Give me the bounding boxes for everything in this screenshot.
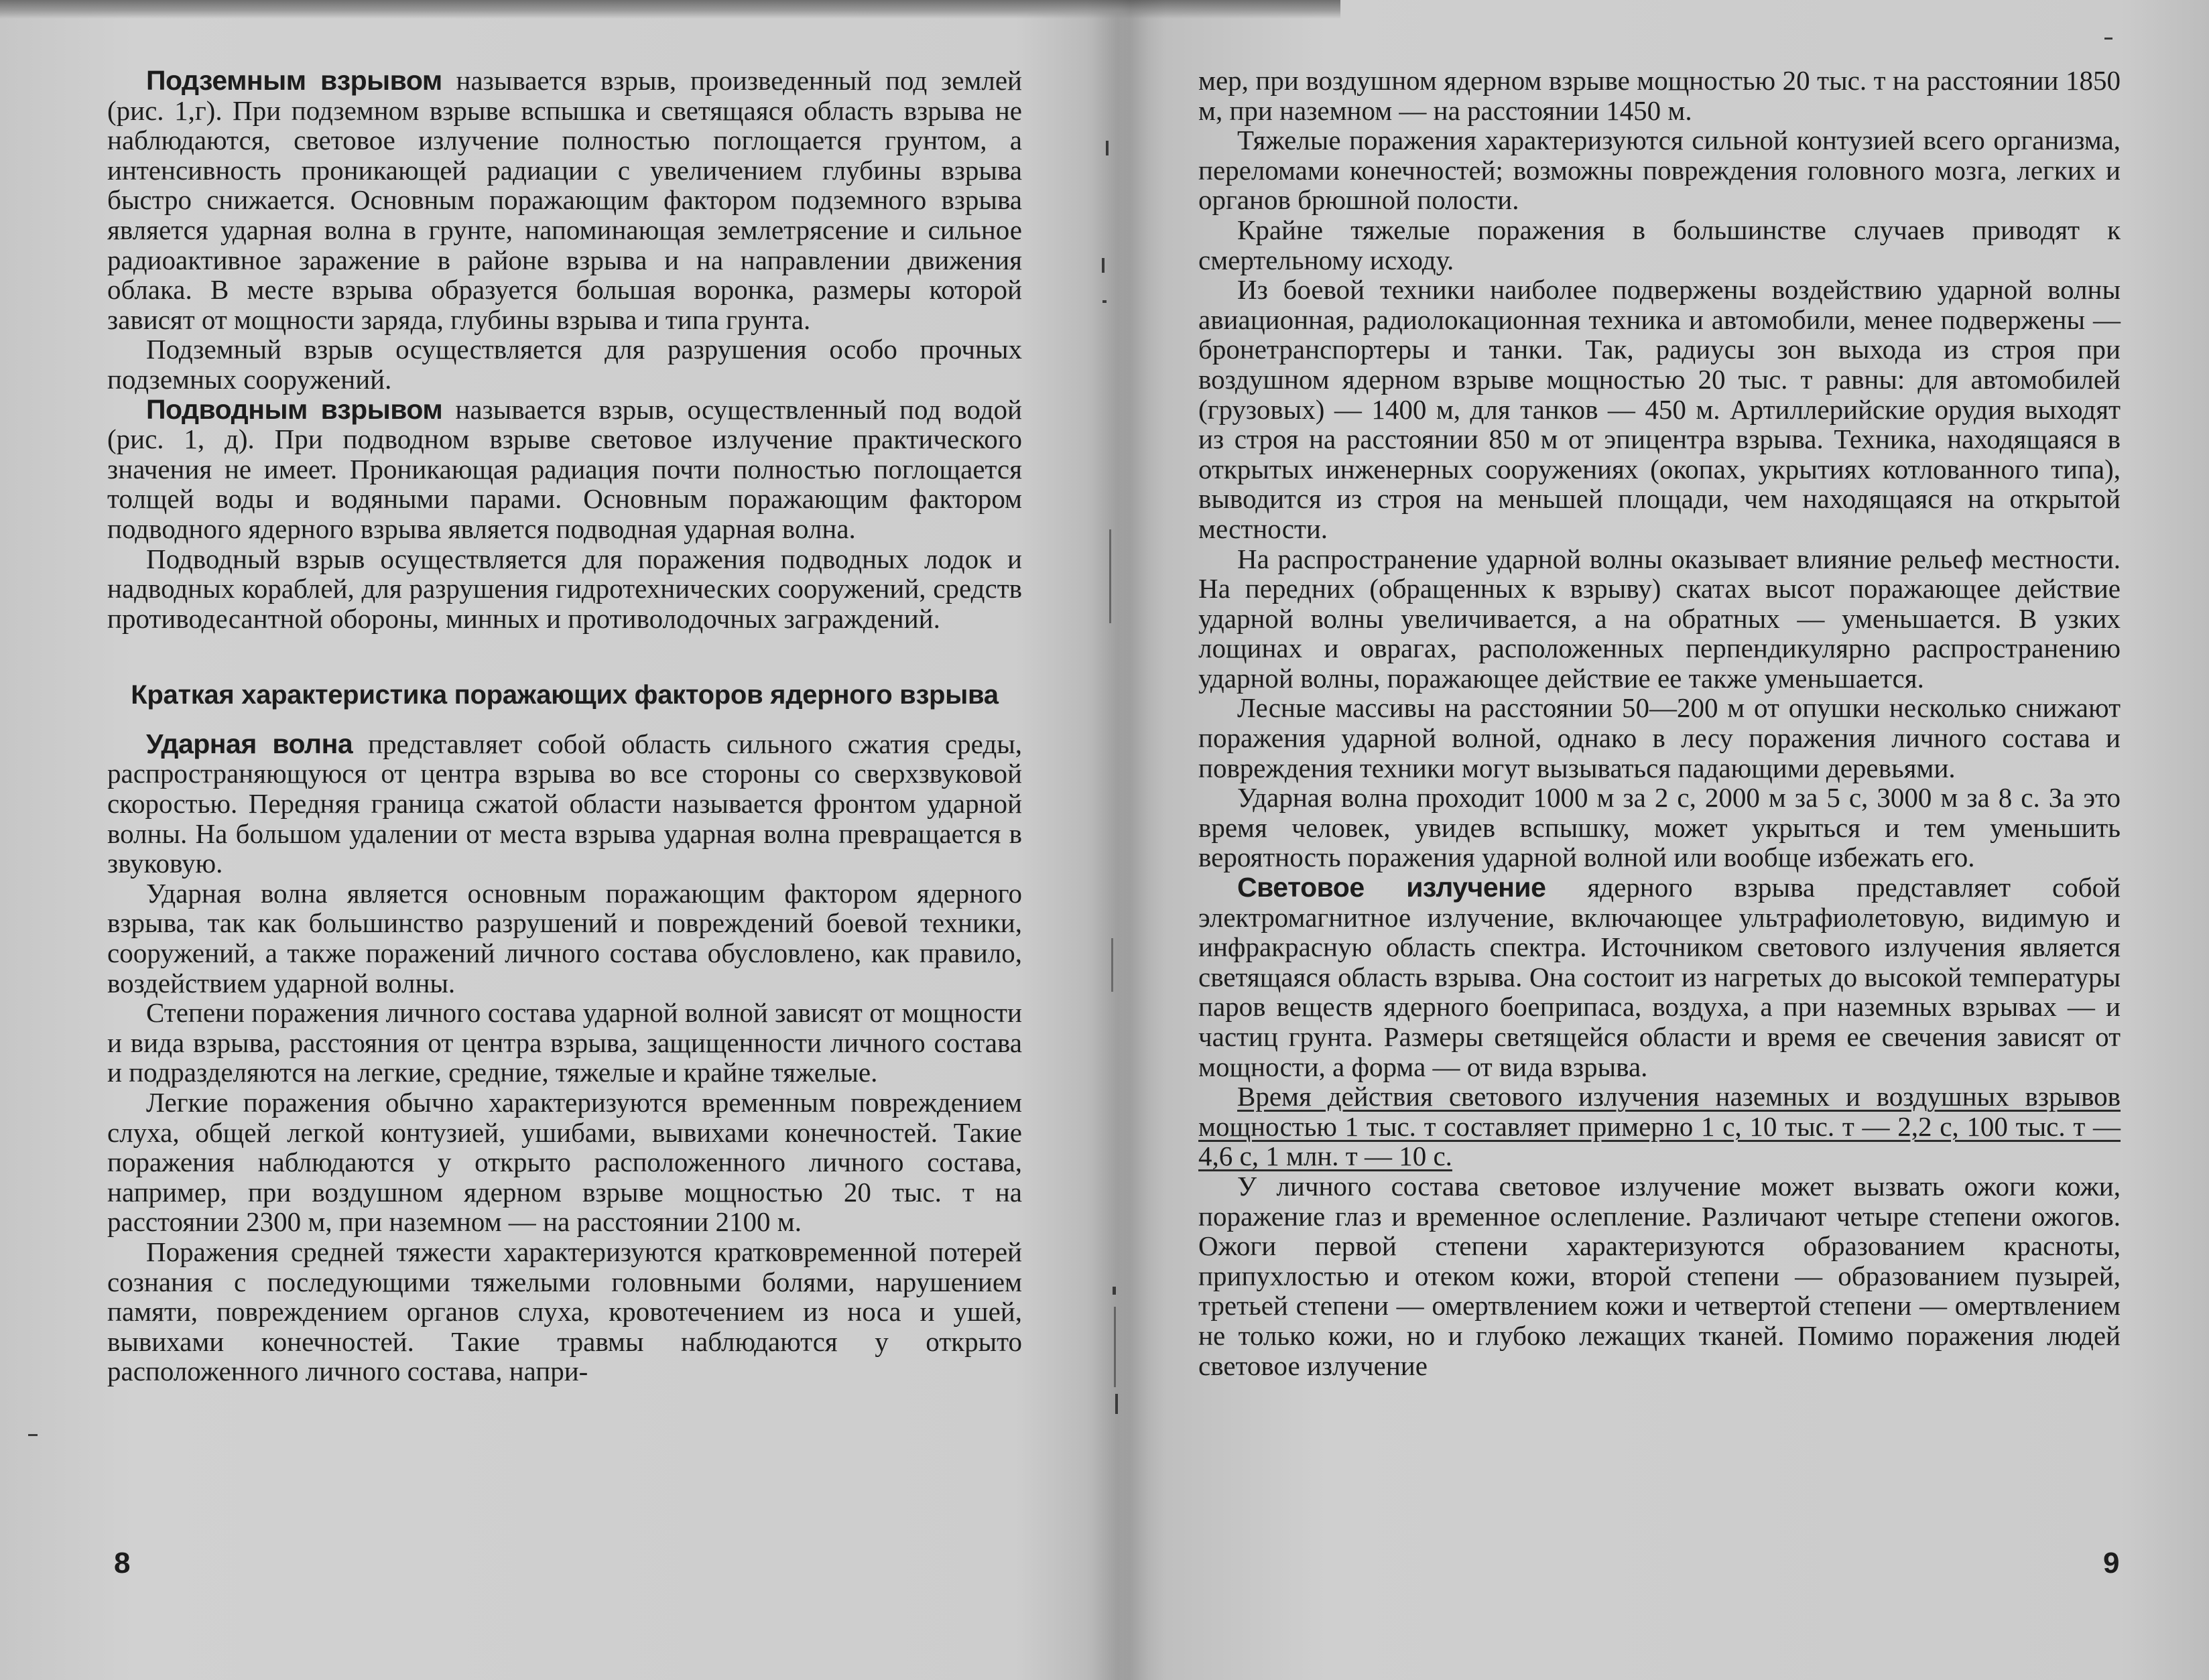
- paragraph: Подводный взрыв осуществляется для поражения подводных лодок и надводных кораблей, для разрушения гидротехнических сооружений, средств противодесантной обороны, минных и противолодочных заграждений.: [107, 543, 1022, 634]
- paragraph: Подземный взрыв осуществляется для разрушения особо прочных подземных сооружений.: [107, 334, 1022, 395]
- handwritten-underline-text: Время действия светового излучения наземных и воздушных взрывов мощностью 1 тыс. т составляет примерно 1 с, 10 тыс. т — 2,2 с, 100 тыс. т — 4,6 с, 1 млн. т — 10 с.: [1198, 1081, 2121, 1172]
- paragraph-text: представляет собой область сильного сжатия среды, распространяющуюся от центра взрыва во все стороны со сверхзвуковой скоростью. Передняя граница сжатой области называется фронтом ударной волны. На большом удалении от места взрыва ударная волна превращается в звуковую.: [107, 728, 1022, 879]
- term-bold: Световое излучение: [1237, 872, 1546, 903]
- left-page: [0, 0, 1099, 1680]
- left-page-text-column: [107, 66, 1022, 1386]
- paragraph: Крайне тяжелые поражения в большинстве случаев приводят к смертельному исходу.: [1198, 214, 2121, 275]
- term-bold: Подводным взрывом: [146, 393, 443, 425]
- paragraph: [107, 729, 1022, 879]
- paragraph: Степени поражения личного состава ударной волной зависят от мощности и вида взрыва, расстояния от центра взрыва, защищенности личного состава и подразделяются на легкие, средние, тяжелые и крайне тяжелые.: [107, 997, 1022, 1088]
- paragraph: [107, 66, 1022, 334]
- paragraph: На распространение ударной волны оказывает влияние рельеф местности. На передних (обращенных к взрыву) скатах высот поражающее действие ударной волны увеличивается, а на обратных — уменьшается. В узких лощинах и оврагах, расположенных перпендикулярно распространению ударной волны, поражающее действие ее также уменьшается.: [1198, 543, 2121, 694]
- paragraph: Поражения средней тяжести характеризуются кратковременной потерей сознания с последующими тяжелыми головными болями, нарушением памяти, повреждением органов слуха, кровотечением из носа и ушей, вывихами конечностей. Такие травмы наблюдаются у открыто расположенного личного состава, напри-: [107, 1236, 1022, 1387]
- paragraph-text: называется взрыв, произведенный под землей (рис. 1,г). При подземном взрыве вспышка и светящаяся область взрыва не наблюдаются, световое излучение полностью поглощается грунтом, а интенсивность проникающей радиации с увеличением глубины взрыва быстро снижается. Основным поражающим фактором подземного взрыва является ударная волна в грунте, напоминающая землетрясение и сильное радиоактивное заражение в районе взрыва и на направлении движения облака. В месте взрыва образуется большая воронка, размеры которой зависят от мощности заряда, глубины взрыва и типа грунта.: [107, 65, 1023, 335]
- paragraph: Ударная волна проходит 1000 м за 2 с, 2000 м за 5 с, 3000 м за 8 с. За это время человек, увидев вспышку, может укрыться и тем уменьшить вероятность поражения ударной волной или вообще избежать его.: [1198, 782, 2121, 873]
- paragraph: Из боевой техники наиболее подвержены воздействию ударной волны авиационная, радиолокационная техника и автомобили, менее подвержены — бронетранспортеры и танки. Так, радиусы зон выхода из строя при воздушном ядерном взрыве мощностью 20 тыс. т равны: для автомобилей (грузовых) — 1400 м, для танков — 450 м. Артиллерийские орудия выходят из строя на расстоянии 850 м от эпицентра взрыва. Техника, находящаяся в открытых инженерных сооружениях (окопах, укрытиях котлованного типа), выводится из строя на меньшей площади, чем находящаяся на открытой местности.: [1198, 274, 2121, 544]
- term-bold: Подземным взрывом: [146, 65, 442, 96]
- term-bold: Ударная волна: [146, 728, 353, 759]
- right-page: [1104, 0, 2209, 1680]
- paragraph: мер, при воздушном ядерном взрыве мощностью 20 тыс. т на расстоянии 1850 м, при наземном — на расстоянии 1450 м.: [1198, 65, 2121, 126]
- page-number: 9: [2103, 1547, 2120, 1579]
- paragraph: Тяжелые поражения характеризуются сильной контузией всего организма, переломами конечностей; возможны повреждения головного мозга, легких и органов брюшной полости.: [1198, 125, 2121, 216]
- right-page-text-column: [1198, 66, 2121, 1380]
- paragraph: Лесные массивы на расстоянии 50—200 м от опушки несколько снижают поражения ударной волной, однако в лесу поражения личного состава и повреждения техники могут вызываться падающими деревьями.: [1198, 692, 2121, 783]
- section-heading: Краткая характеристика поражающих факторов ядерного взрыва: [131, 680, 999, 710]
- page-number: 8: [114, 1547, 131, 1579]
- paragraph: [1198, 873, 2121, 1082]
- paragraph-text: ядерного взрыва представляет собой электромагнитное излучение, включающее ультрафиолетовую, видимую и инфракрасную область спектра. Источником светового излучения является светящаяся область взрыва. Она состоит из нагретых до высокой температуры паров веществ ядерного боеприпаса, воздуха, а при наземных взрывах — и частиц грунта. Размеры светящейся области и время ее свечения зависят от мощности, а форма — от вида взрыва.: [1198, 872, 2121, 1082]
- paragraph: [107, 395, 1022, 544]
- paragraph: У личного состава световое излучение может вызвать ожоги кожи, поражение глаз и временное ослепление. Различают четыре степени ожогов. Ожоги первой степени характеризуются образованием красноты, припухлостью и отеком кожи, второй степени — образованием пузырей, третьей степени — омертвлением кожи и четвертой степени — омертвлением не только кожи, но и глубоко лежащих тканей. Помимо поражения людей световое излучение: [1198, 1170, 2121, 1381]
- paragraph-text: называется взрыв, осуществленный под водой (рис. 1, д). При подводном взрыве световое излучение практического значения не имеет. Проникающая радиация почти полностью поглощается толщей воды и водяными парами. Основным поражающим фактором подводного ядерного взрыва является подводная ударная волна.: [107, 393, 1022, 544]
- paragraph-underlined: [1198, 1082, 2121, 1171]
- paragraph: Легкие поражения обычно характеризуются временным повреждением слуха, общей легкой контузией, ушибами, вывихами конечностей. Такие поражения наблюдаются у открыто расположенного личного состава, например, при воздушном ядерном взрыве мощностью 20 тыс. т на расстоянии 2300 м, при наземном — на расстоянии 2100 м.: [107, 1087, 1022, 1238]
- paragraph: Ударная волна является основным поражающим фактором ядерного взрыва, так как большинство разрушений и повреждений боевой техники, сооружений, а также поражений личного состава обусловлено, как правило, воздействием ударной волны.: [107, 877, 1022, 998]
